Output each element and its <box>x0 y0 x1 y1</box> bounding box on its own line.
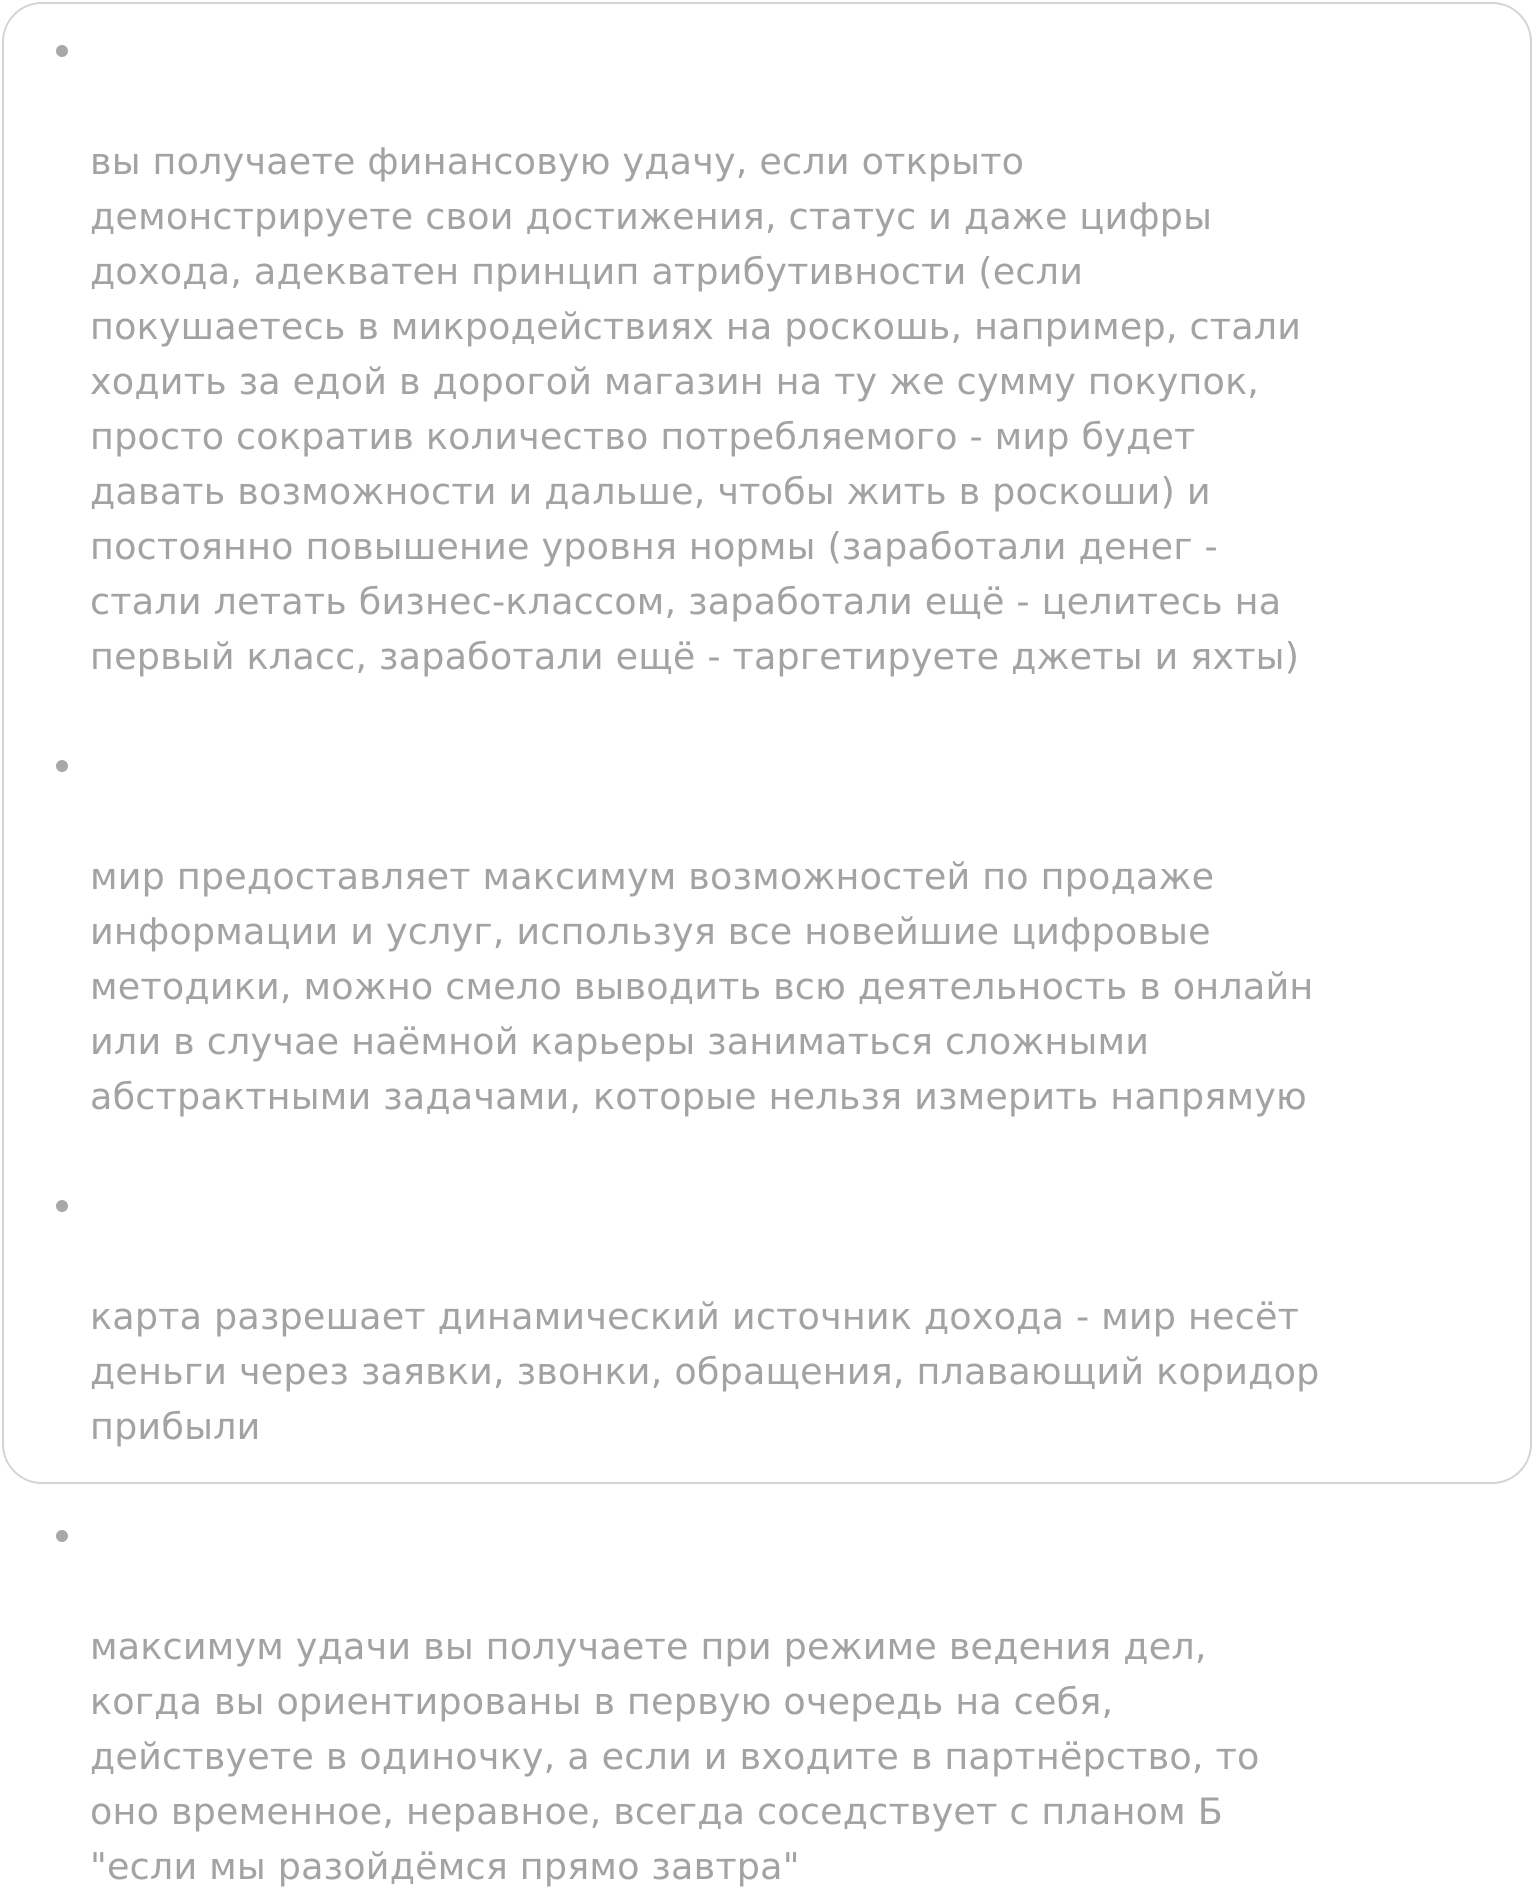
list-item-text: мир предоставляет максимум возможностей по продаже информации и услуг, используя все новейшие цифровые методики, можно смело выводить всю деятельность в онлайн или в случае наёмной карьеры заниматься сложными абстрактными задачами, которые нельзя измерить напрямую <box>90 855 1314 1118</box>
list-item-text: максимум удачи вы получаете при режиме ведения дел, когда вы ориентированы в первую очередь на себя, действуете в одиночку, а если и входите в партнёрство, то оно временное, неравное, всегда соседствует с планом Б "если мы разойдёмся прямо завтра" <box>90 1625 1260 1888</box>
list-item <box>4 1179 1534 1454</box>
list-item-text: вы получаете финансовую удачу, если открыто демонстрируете свои достижения, статус и даже цифры дохода, адекватен принцип атрибутивности (если покушаетесь в микродействиях на роскошь, например, стали ходить за едой в дорогой магазин на ту же сумму покупок, просто сократив количество потребляемого - мир будет давать возможности и дальше, чтобы жить в роскоши) и постоянно повышение уровня нормы (заработали денег - стали летать бизнес-классом, заработали ещё - целитесь на первый класс, заработали ещё - таргетируете джеты и яхты) <box>90 140 1302 678</box>
list-item <box>4 739 1534 1124</box>
list-item-text: карта разрешает динамический источник дохода - мир несёт деньги через заявки, звонки, обращения, плавающий коридор прибыли <box>90 1295 1320 1448</box>
bullet-dot-icon <box>56 1200 68 1212</box>
bullet-dot-icon <box>56 1530 68 1542</box>
bullet-list <box>4 24 1534 1894</box>
list-item <box>4 24 1534 684</box>
text-card <box>2 2 1532 1888</box>
bullet-dot-icon <box>56 760 68 772</box>
list-item <box>4 1509 1534 1894</box>
bullet-dot-icon <box>56 45 68 57</box>
